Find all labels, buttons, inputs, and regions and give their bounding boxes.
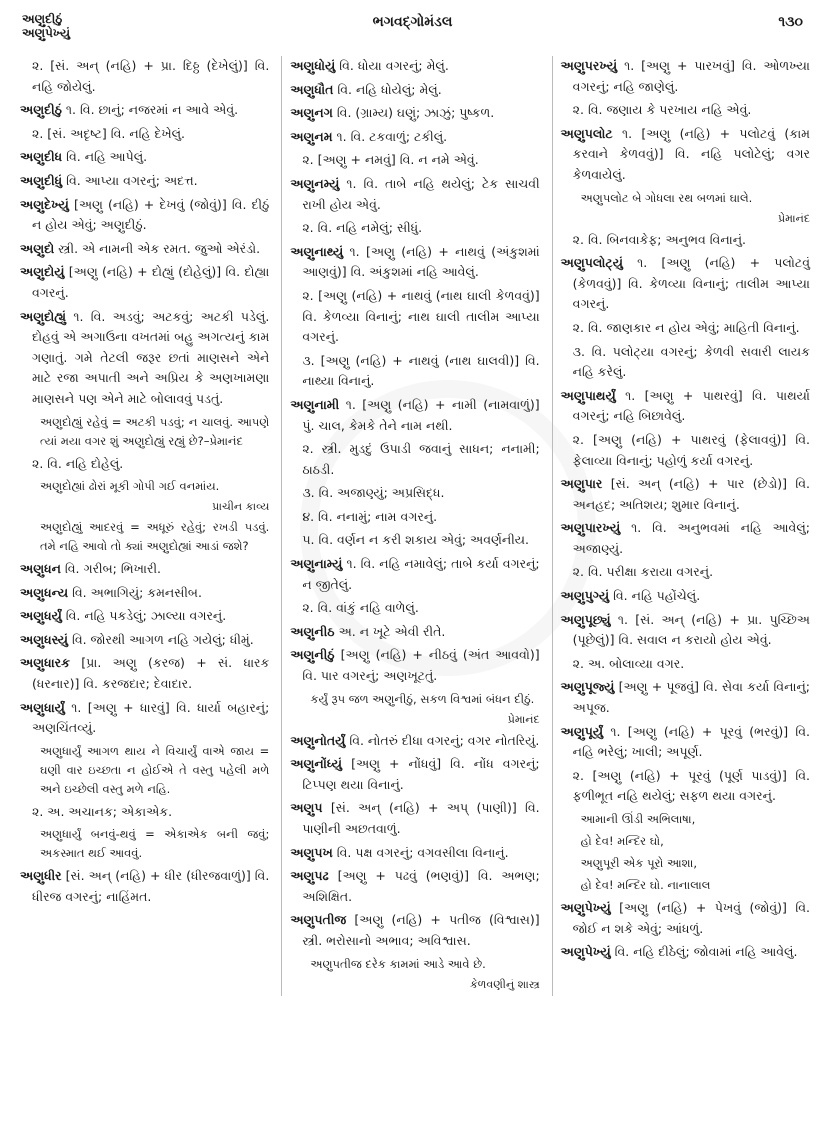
book-title: ભગવદ્ગોમંડલ xyxy=(372,14,453,30)
quote-attribution xyxy=(20,499,269,515)
definition-text: ૩. વિ. અજાણ્યું; અપ્રસિદ્ધ. xyxy=(302,485,445,501)
dictionary-entry xyxy=(290,395,539,436)
sense-line xyxy=(20,454,269,475)
definition-text: વિ. નહિ ધોયેલું; મેલું. xyxy=(333,81,442,97)
definition-text: પ્રેમાનંદ xyxy=(507,712,540,726)
dictionary-entry xyxy=(290,56,539,77)
dictionary-entry xyxy=(20,630,269,651)
definition-text: અણુદોહ્યું રહેવું = અટકી પડવું; ન ચાલવું. આપણે ત્યાં મયા વગર શું અણુદોહ્યું રહ્યું છે?–પ્રેમાનંદ xyxy=(40,414,270,448)
definition-text: વિ. ગરીબ; ભિખારી. xyxy=(60,561,161,577)
dictionary-entry xyxy=(561,942,810,963)
headword: અણુધન xyxy=(20,561,61,577)
definition-text: અ. ન ખૂટે એવી રીતે. xyxy=(334,623,446,639)
definition-text: [અણુ (નહિ) + પતીજ (વિશ્વાસ)] સ્ત્રી. ભરોસાનો અભાવ; અવિશ્વાસ. xyxy=(302,912,540,948)
headword: અણુપાર xyxy=(560,476,603,492)
dictionary-entry xyxy=(561,253,810,315)
definition-text: ૧. [અણુ + પાથરવું] વિ. પાથર્યા વગરનું; નહિ બિછાવેલું. xyxy=(572,387,810,424)
usage-quote xyxy=(20,413,269,451)
dictionary-entry xyxy=(20,239,269,260)
usage-quote xyxy=(290,955,539,974)
page-header xyxy=(0,6,825,54)
definition-text: અણુધાર્યું આગળ થાય ને વિચાર્યું વાએ જાય = ઘણી વાર ઇચ્છતા ન હોઈએ તે વસ્તુ પહેલી મળે અને ઇચ્છેલી વસ્તુ મળે નહિ. xyxy=(40,743,270,796)
definition-text: ૧. વિ. છાનું; નજરમાં ન આવે એવું. xyxy=(61,102,239,118)
definition-text: કર્યું રૂપ જળ અણુનીઠું, સકળ વિશ્વમાં બંધન દીઠું. xyxy=(310,691,535,706)
sense-line xyxy=(561,654,810,675)
definition-text: ૨. વિ. પરીક્ષા કરાયા વગરનું. xyxy=(572,564,714,580)
headword: અણુપરખ્યું xyxy=(560,58,618,73)
definition-text: ૨. [અણુ (નહિ) + પાથરવું (ફેલાવવું)] વિ. ફેલાવ્યા વિનાનું; પહોળું કર્યા વગરનું. xyxy=(572,431,810,468)
quote-attribution xyxy=(290,977,539,993)
definition-text: ૨. સ્ત્રી. મુડદું ઉપાડી જવાનું સાધન; નનામી; ઠાઠડી. xyxy=(302,441,540,477)
headword: અણુપૂર્યું xyxy=(560,723,604,739)
definition-text: ૨. વિ. નહિ દોહેલું. xyxy=(32,455,124,471)
dictionary-entry xyxy=(290,798,539,839)
definition-text: કેળવણીનું શાસ્ત્ર xyxy=(470,977,540,991)
definition-text: ૧. [અણુ + ધારવું] વિ. ધાર્યા બહારનું; અણચિંતવ્યું. xyxy=(32,699,270,736)
sense-line xyxy=(561,766,810,807)
headword: અણુધન્ય xyxy=(20,584,69,600)
definition-text: ૧. વિ. ટકવાળું; ટકીલું. xyxy=(332,128,448,144)
definition-text: સ્ત્રી. એ નામની એક રમત. જુઓ એરંડો. xyxy=(54,240,261,256)
headword: અણુદીધ xyxy=(20,149,63,165)
sense-line xyxy=(561,230,810,251)
headword: અણુપૂજ્યું xyxy=(560,679,615,695)
usage-quote xyxy=(561,876,810,895)
usage-quote xyxy=(20,742,269,799)
dictionary-entry xyxy=(561,722,810,763)
definition-text: વિ. નહિ પહોંચેલું. xyxy=(609,588,701,604)
headword: અણુપ xyxy=(290,800,323,816)
guide-word-last: અણુપેખ્યું xyxy=(22,26,71,40)
headword: અણુનીઠું xyxy=(290,647,335,663)
dictionary-entry xyxy=(20,195,269,236)
sense-line xyxy=(290,507,539,528)
definition-text: ૧. [સં. અન્ (નહિ) + પ્રા. પુચ્છિઅ (પૂછેલું)] વિ. સવાલ ન કરાયો હોય એવું. xyxy=(572,611,810,648)
definition-text: અણુદોહ્યું આદરવું = અધૂરું રહેવું; રખડી પડવું. તમે નહિ આવો તો ક્યાં અણુદોહ્યાં આડાં જશે? xyxy=(40,520,270,554)
definition-text: અણુદોહ્યાં ઢોરાં મૂકી ગોપી ગઈ વનમાંય. xyxy=(40,479,220,494)
dictionary-entry xyxy=(20,653,269,694)
dictionary-entry xyxy=(20,171,269,192)
usage-quote xyxy=(561,189,810,208)
definition-text: [અણુ (નહિ) + પેખવું (જોવું)] વિ. જોઈ ન શકે એવું; આંધળું. xyxy=(572,900,810,936)
definition-text: વિ. નહિ પકડેલું; ઝાલ્યા વગરનું. xyxy=(61,608,227,624)
headword: અણુદેખ્યું xyxy=(20,196,69,212)
usage-quote xyxy=(20,518,269,556)
definition-text: ૨. [અણુ (નહિ) + પૂરવું (પૂર્ણ પાડવું)] વિ. ફળીભૂત નહિ થયેલું; સફળ થયા વગરનું. xyxy=(572,767,810,804)
definition-text: ૨. વિ. વાંકું નહિ વાળેલું. xyxy=(302,600,419,616)
definition-text: ૨. વિ. જાણકાર ન હોય એવું; માહિતી વિનાનું. xyxy=(572,319,800,335)
definition-text: પ્રેમાનંદ xyxy=(778,211,810,225)
usage-quote xyxy=(561,810,810,829)
dictionary-entry xyxy=(20,100,269,121)
dictionary-entry xyxy=(290,80,539,101)
dictionary-entry xyxy=(20,262,269,303)
definition-text: વિ. આપ્યા વગરનું; અદત્ત. xyxy=(62,172,198,188)
dictionary-entry xyxy=(290,866,539,907)
headword: અણુપલોટ xyxy=(560,125,613,141)
headword: અણુનગ xyxy=(290,105,333,121)
headword: અણુધારક xyxy=(20,655,70,671)
headword: અણુપેખ્યું xyxy=(560,944,611,960)
definition-text: હો દેવ! મન્દિર ઘો, xyxy=(580,834,664,848)
dictionary-entry xyxy=(290,622,539,643)
sense-line xyxy=(20,124,269,145)
headword: અણુધોયું xyxy=(290,58,336,73)
definition-text: [અણુ (નહિ) + નીઠવું (અંત આવવો)] વિ. પાર વગરનું; અણખૂટતું. xyxy=(302,647,540,684)
definition-text: [અણુ + નોંધવું] વિ. નોંધ વગરનું; ટિપ્પણ થયા વિનાનું. xyxy=(302,756,540,792)
headword: અણુનોતર્યું xyxy=(290,732,346,748)
definition-text: અણુપલોટ બે ગોધલા રથ બળમાં ઘાલે. xyxy=(580,190,753,205)
definition-text: ૨. વિ. નહિ નમેલું; સીધું. xyxy=(302,220,423,236)
dictionary-entry xyxy=(561,386,810,427)
headword: અણુપઢ xyxy=(290,868,329,884)
definition-text: [અણુ (નહિ) + દોહ્યું (દોહેલું)] વિ. દોહ્યા વગરનું. xyxy=(32,264,270,300)
headword: અણુપાથર્યું xyxy=(560,387,616,403)
usage-quote xyxy=(20,825,269,863)
definition-text: ૧. વિ. નહિ નમાવેલું; તાબે કર્યા વગરનું; ન જીતેલું. xyxy=(302,556,540,592)
definition-text: [અણુ + પૂજવું] વિ. સેવા કર્યા વિનાનું; અપૂજ. xyxy=(572,679,810,716)
definition-text: ૧. [અણુ (નહિ) + પૂરવું (ભરવું)] વિ. નહિ ભરેલું; ખાલી; અપૂર્ણ. xyxy=(572,723,810,760)
definition-text: ૧. [અણુ (નહિ) + નાથવું (અંકુશમાં આણવું)] વિ. અંકુશમાં નહિ આવેલું. xyxy=(302,243,540,280)
headword: અણુપારખ્યું xyxy=(560,520,621,536)
definition-text: ૨. વિ. બિનવાકેફ; અનુભવ વિનાનું. xyxy=(572,231,746,247)
definition-text: વિ. નહિ દીઠેલું; જોવામાં નહિ આવેલું. xyxy=(610,944,798,960)
dictionary-entry xyxy=(20,559,269,580)
usage-quote xyxy=(290,690,539,709)
dictionary-columns xyxy=(20,56,810,996)
dictionary-entry xyxy=(561,586,810,607)
sense-line xyxy=(20,56,269,97)
dictionary-entry xyxy=(561,518,810,559)
dictionary-entry xyxy=(290,103,539,124)
sense-line xyxy=(290,598,539,619)
dictionary-entry xyxy=(290,174,539,215)
sense-line xyxy=(290,218,539,239)
definition-text: [અણુ (નહિ) + દેખવું (જોવું)] વિ. દીઠું ન હોય એવું; અણુદીઠું. xyxy=(32,196,270,233)
sense-line xyxy=(290,351,539,392)
sense-line xyxy=(290,483,539,504)
column-2 xyxy=(281,56,539,996)
definition-text: ૧. [અણુ (નહિ) + પલોટવું (કેળવવું)] વિ. કેળવ્યા વિનાનું; તાલીમ આપ્યા વગરનું. xyxy=(572,255,810,312)
definition-text: [સં. અન્ (નહિ) + ધીર (ધીરજવાળું)] વિ. ધીરજ વગરનું; નાહિંમત. xyxy=(32,868,270,905)
definition-text: ૨. [સં. અન્ (નહિ) + પ્રા. દિઠ્ઠ (દેખેલું)] વિ. નહિ જોયેલું. xyxy=(32,58,270,94)
column-1 xyxy=(20,56,269,996)
definition-text: ૨. અ. બોલાવ્યા વગર. xyxy=(572,655,685,671)
sense-line xyxy=(561,342,810,383)
definition-text: હો દેવ! મન્દિર ઘો. નાનાલાલ xyxy=(580,878,711,892)
definition-text: ૨. વિ. જણાય કે પરખાય નહિ એવું. xyxy=(572,102,752,118)
definition-text: [સં. અન્ (નહિ) + પાર (છેડો)] વિ. અનહદ; અતિશય; શુમાર વિનાનું. xyxy=(572,476,810,512)
headword: અણુપેખ્યું xyxy=(560,900,611,915)
dictionary-entry xyxy=(561,610,810,651)
definition-text: વિ. નહિ આપેલું. xyxy=(62,149,148,165)
dictionary-entry xyxy=(290,554,539,595)
sense-line xyxy=(20,802,269,823)
dictionary-entry xyxy=(561,474,810,515)
headword: અણુધીર xyxy=(20,868,62,884)
dictionary-entry xyxy=(20,583,269,604)
definition-text: અણુધાર્યું બનવું-થવું = એકાએક બની જવું; અકસ્માત થઈ આવવું. xyxy=(40,827,270,861)
definition-text: ૧. વિ. અડવું; અટકવું; અટકી પડેલું. દોહવું એ અગાઉના વખતમાં બહુ અગત્યનું કામ ગણાતું. ગમે તેટલી જરૂર છતાં માણસને એને માટે રજા અપાતી અને અપ્રિય કે અણખામણા માણસને પણ એને માટે બોલાવવું પડતું. xyxy=(32,308,270,406)
definition-text: ૨. [સં. અદૃષ્ટ] વિ. નહિ દેખેલું. xyxy=(32,125,186,141)
definition-text: અણુપતીજ દરેક કામમાં આડે આવે છે. xyxy=(310,956,486,971)
dictionary-entry xyxy=(290,645,539,686)
headword: અણુપલોટ્યું xyxy=(560,255,623,271)
headword: અણુધાર્યું xyxy=(20,699,65,715)
dictionary-entry xyxy=(20,866,269,907)
definition-text: ૧. [અણુ (નહિ) + નામી (નામવાળું)] પું. ચાલ, કેમકે તેને નામ નથી. xyxy=(302,396,540,433)
column-3 xyxy=(552,56,810,996)
headword: અણુધૌત xyxy=(290,81,334,97)
headword: અણુદો xyxy=(20,240,55,256)
sense-line xyxy=(561,562,810,583)
sense-line xyxy=(290,150,539,171)
definition-text: પ્રાચીન કાવ્ય xyxy=(212,500,270,514)
dictionary-entry xyxy=(290,843,539,864)
dictionary-entry xyxy=(290,754,539,795)
definition-text: ૧. વિ. તાબે નહિ થયેલું; ટેક સાચવી રાખી હોય એવું. xyxy=(302,175,540,212)
definition-text: વિ. ધોયા વગરનું; મેલું. xyxy=(335,58,449,73)
headword: અણુધર્યું xyxy=(20,608,62,624)
sense-line xyxy=(561,100,810,121)
headword: અણુપખ xyxy=(290,844,333,860)
sense-line xyxy=(290,286,539,348)
headword: અણુનમ્યું xyxy=(290,175,340,191)
page-number: ૧૩૦ xyxy=(778,14,803,30)
dictionary-entry xyxy=(290,731,539,752)
definition-text: ૫. વિ. વર્ણન ન કરી શકાય એવું; અવર્ણનીય. xyxy=(302,532,530,548)
headword: અણુધસ્યું xyxy=(20,631,69,647)
headword: અણુનોંધ્યું xyxy=(290,756,343,772)
dictionary-entry xyxy=(561,124,810,186)
definition-text: [પ્રા. અણુ (કરજ) + સં. ધારક (ધરનાર)] વિ. કરજદાર; દેવાદાર. xyxy=(32,655,270,692)
dictionary-entry xyxy=(20,698,269,739)
definition-text: ૪. વિ. નનામું; નામ વગરનું. xyxy=(302,508,438,524)
headword: અણુનમ xyxy=(290,128,333,144)
headword: અણુપુગ્યું xyxy=(560,588,610,604)
quote-attribution xyxy=(561,211,810,227)
dictionary-entry xyxy=(20,147,269,168)
dictionary-entry xyxy=(290,242,539,283)
headword: અણુપૂછ્યું xyxy=(560,611,611,627)
definition-text: ૧. વિ. અનુભવમાં નહિ આવેલું; અજાણ્યું. xyxy=(572,520,810,556)
headword: અણુદોયું xyxy=(20,264,65,280)
headword: અણુદીધું xyxy=(20,172,63,188)
definition-text: ૩. વિ. પલોટ્યા વગરનું; કેળવી સવારી લાયક નહિ કરેલું. xyxy=(572,343,810,380)
definition-text: ૩. [અણુ (નહિ) + નાથવું (નાથ ઘાલવી)] વિ. નાથ્યા વિનાનું. xyxy=(302,352,540,389)
headword: અણુદોહ્યું xyxy=(20,308,66,324)
dictionary-entry xyxy=(290,127,539,148)
definition-text: વિ. (ગ્રામ્ય) ઘણું; ઝાઝું; પુષ્કળ. xyxy=(332,105,495,121)
definition-text: વિ. નોતરું દીધા વગરનું; વગર નોતરિયું. xyxy=(345,732,540,748)
definition-text: આમાની ઊંડી અભિલાષા, xyxy=(580,812,696,826)
definition-text: ૨. [અણુ (નહિ) + નાથવું (નાથ ઘાલી કેળવવું)] વિ. કેળવ્યા વિનાનું; નાથ ઘાલી તાલીમ આપ્યા વગરનું. xyxy=(302,287,540,345)
sense-line xyxy=(290,439,539,480)
definition-text: વિ. જોરથી આગળ નહિ ગયેલું; ધીમું. xyxy=(68,631,254,647)
guide-word-first: અણુદીઠું xyxy=(22,12,63,26)
definition-text: ૨. અ. અચાનક; એકાએક. xyxy=(32,803,173,819)
sense-line xyxy=(561,430,810,471)
headword: અણુદીઠું xyxy=(20,102,62,118)
definition-text: ૨. [અણુ + નમવું] વિ. ન નમે એવું. xyxy=(302,152,479,168)
dictionary-entry xyxy=(561,677,810,718)
dictionary-entry xyxy=(20,307,269,410)
definition-text: ૧. [અણુ (નહિ) + પલોટવું (કામ કરવાને કેળવવું)] વિ. નહિ પલોટેલું; વગર કેળવાયેલું. xyxy=(572,125,810,182)
usage-quote xyxy=(561,832,810,851)
usage-quote xyxy=(561,854,810,873)
definition-text: વિ. પક્ષ વગરનું; વગવસીલા વિનાનું. xyxy=(332,844,509,860)
headword: અણુનામ્યું xyxy=(290,556,343,572)
sense-line xyxy=(561,318,810,339)
definition-text: [અણુ + પઢવું (ભણવું)] વિ. અભણ; અશિક્ષિત. xyxy=(302,868,540,904)
headword: અણુપતીજ xyxy=(290,912,347,928)
quote-attribution xyxy=(290,712,539,728)
definition-text: [સં. અન્ (નહિ) + અપ્ (પાણી)] વિ. પાણીની અછતવાળું. xyxy=(302,800,540,836)
dictionary-entry xyxy=(20,606,269,627)
definition-text: ૧. [અણુ + પારખવું] વિ. ઓળખ્યા વગરનું; નહિ જાણેલું. xyxy=(572,58,810,94)
dictionary-entry xyxy=(561,898,810,939)
definition-text: વિ. અભાગિયું; કમનસીબ. xyxy=(68,584,202,600)
headword: અણુનાથ્યું xyxy=(290,243,344,259)
headword: અણુનામી xyxy=(290,396,340,412)
usage-quote xyxy=(20,477,269,496)
definition-text: અણુપૂરી એક પૂરો આશા, xyxy=(580,856,697,870)
dictionary-entry xyxy=(561,56,810,97)
dictionary-entry xyxy=(290,910,539,951)
sense-line xyxy=(290,530,539,551)
headword: અણુનીઠ xyxy=(290,623,335,639)
